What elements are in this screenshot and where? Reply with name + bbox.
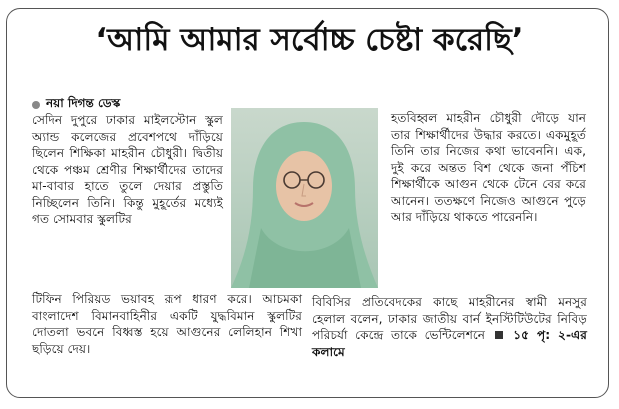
- end-marker-icon: [495, 331, 503, 339]
- portrait-photo-icon: [231, 108, 378, 288]
- byline-text: নয়া দিগন্ত ডেস্ক: [46, 96, 121, 110]
- bullet-icon: [32, 101, 40, 109]
- headline: ‘আমি আমার সর্বোচ্চ চেষ্টা করেছি’: [95, 22, 524, 58]
- left-spanning-text: টিফিন পিরিয়ড ভয়াবহ রূপ ধারণ করে। আচমকা বাংলাদেশ বিমানবাহিনীর একটি যুদ্ধবিমান স্কুলটির দোতলা ভবনে বিধ্বস্ত হয়ে আগুনের লেলিহান শিখা ছড়িয়ে দেয়।: [32, 292, 302, 356]
- right-column-text: হতবিহ্বল মাহরীন চৌধুরী দৌড়ে যান তার শিক্ষার্থীদের উদ্ধার করতে। একমুহূর্ত তিনি তার নিজের কথা ভাবেননি। এক, দুই করে অন্তত বিশ থেকে জনা পঁচিশ শিক্ষার্থীকে আগুন থেকে টেনে বের করে আনেন। ততক্ষণে নিজেও আগুনে পুড়ে আর দাঁড়িয়ে থাকতে পারেননি।: [391, 111, 586, 224]
- right-spanning-paragraph: [312, 294, 587, 360]
- portrait-photo: [231, 108, 378, 288]
- continuation-link[interactable]: ১৫ পৃ: ২-এর কলামে: [312, 328, 587, 359]
- left-column-text: সেদিন দুপুরে ঢাকার মাইলস্টোন স্কুল অ্যান্ড কলেজের প্রবেশপথে দাঁড়িয়ে ছিলেন শিক্ষিকা মাহরীন চৌধুরী। দ্বিতীয় থেকে পঞ্চম শ্রেণীর শিক্ষার্থীদের তাদের মা-বাবার হাতে তুলে দেয়ার প্রস্তুতি নিচ্ছিলেন তিনি। কিন্তু মুহূর্তের মধ্যেই গত সোমবার স্কুলটির: [32, 113, 223, 226]
- right-spanning-text: বিবিসির প্রতিবেদকের কাছে মাহরীনের স্বামী মনসুর হেলাল বলেন, ঢাকার জাতীয় বার্ন ইনস্টিটিউটের নিবিড় পরিচর্যা কেন্দ্রে তাকে ভেন্টিলেশনে: [312, 295, 587, 342]
